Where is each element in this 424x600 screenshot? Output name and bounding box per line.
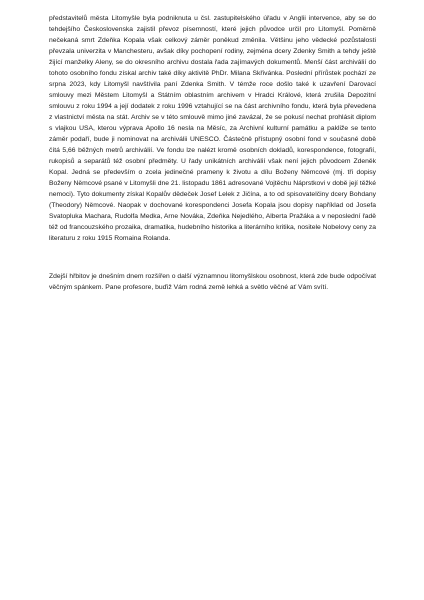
- body-paragraph-archive-history: představitelů města Litomyšle byla podniknuta u čsl. zastupitelského úřadu v Anglii intervence, aby se do tehdejšího Československa zajistil převoz písemností, které jejich původce určil pro Litomyšl. Poměrně nečekaná smrt Zdeňka Kopala však celkový záměr poněkud změnila. Většinu jeho vědecké pozůstalosti převzala univerzita v Manchesteru, avšak díky pochopení rodiny, zejména dcery Zdenky Smith a tehdy ještě žijící manželky Aleny, se do okresního archivu dostala řada zajímavých dokumentů. Menší část archiválií do tohoto osobního fondu získal archiv také díky aktivitě PhDr. Milana Skřivánka. Poslední přírůstek pochází ze srpna 2023, kdy Litomyšl navštívila paní Zdenka Smith. V témže roce došlo také k uzavření Darovací smlouvy mezi Městem Litomyšl a Státním oblastním archivem v Hradci Králové, která zrušila Depozitní smlouvu z roku 1994 a její dodatek z roku 1996 vztahující se na část archivního fondu, která byla převedena z vlastnictví města na stát. Archiv se v této smlouvě mimo jiné zavázal, že se pokusí nechat prohlásit diplom s vlajkou USA, kterou výprava Apollo 16 nesla na Měsíc, za Archivní kulturní památku a pakliže se tento záměr podaří, bude ji nominovat na archiválii UNESCO. Částečně přístupný osobní fond v současné době čítá 5,66 běžných metrů archiválií. Ve fondu lze nalézt kromě osobních dokladů, korespondence, fotografií, rukopisů a separátů též osobní předměty. U řady unikátních archiválií však není jejich původcem Zdeněk Kopal. Jedná se především o zcela jedinečné prameny k životu a dílu Boženy Němcové (mj. tři dopisy Boženy Němcové psané v Litomyšli dne 21. listopadu 1861 adresované Vojtěchu Náprstkovi v době její těžké nemoci). Tyto dokumenty získal Kopalův dědeček Josef Lelek z Jičína, a to od spisovatelčiny dcery Bohdany (Theodory) Němcové. Naopak v dochované korespondenci Josefa Kopala jsou dopisy například od Josefa Svatopluka Machara, Rudolfa Medka, Arne Nováka, Zdeňka Nejedlého, Alberta Pražáka a v neposlední řadě též od francouzského prozaika, dramatika, hudebního historika a literárního kritika, nositele Nobelovy ceny za literaturu z roku 1915 Romaina Rolanda.: [49, 15, 376, 242]
- body-paragraph-closing: Zdejší hřbitov je dnešním dnem rozšířen o další významnou litomyšlskou osobnost, která zde bude odpočívat věčným spánkem. Pane profesore, buďiž Vám rodná země lehká a světlo věčné ať Vám svítí.: [49, 273, 376, 291]
